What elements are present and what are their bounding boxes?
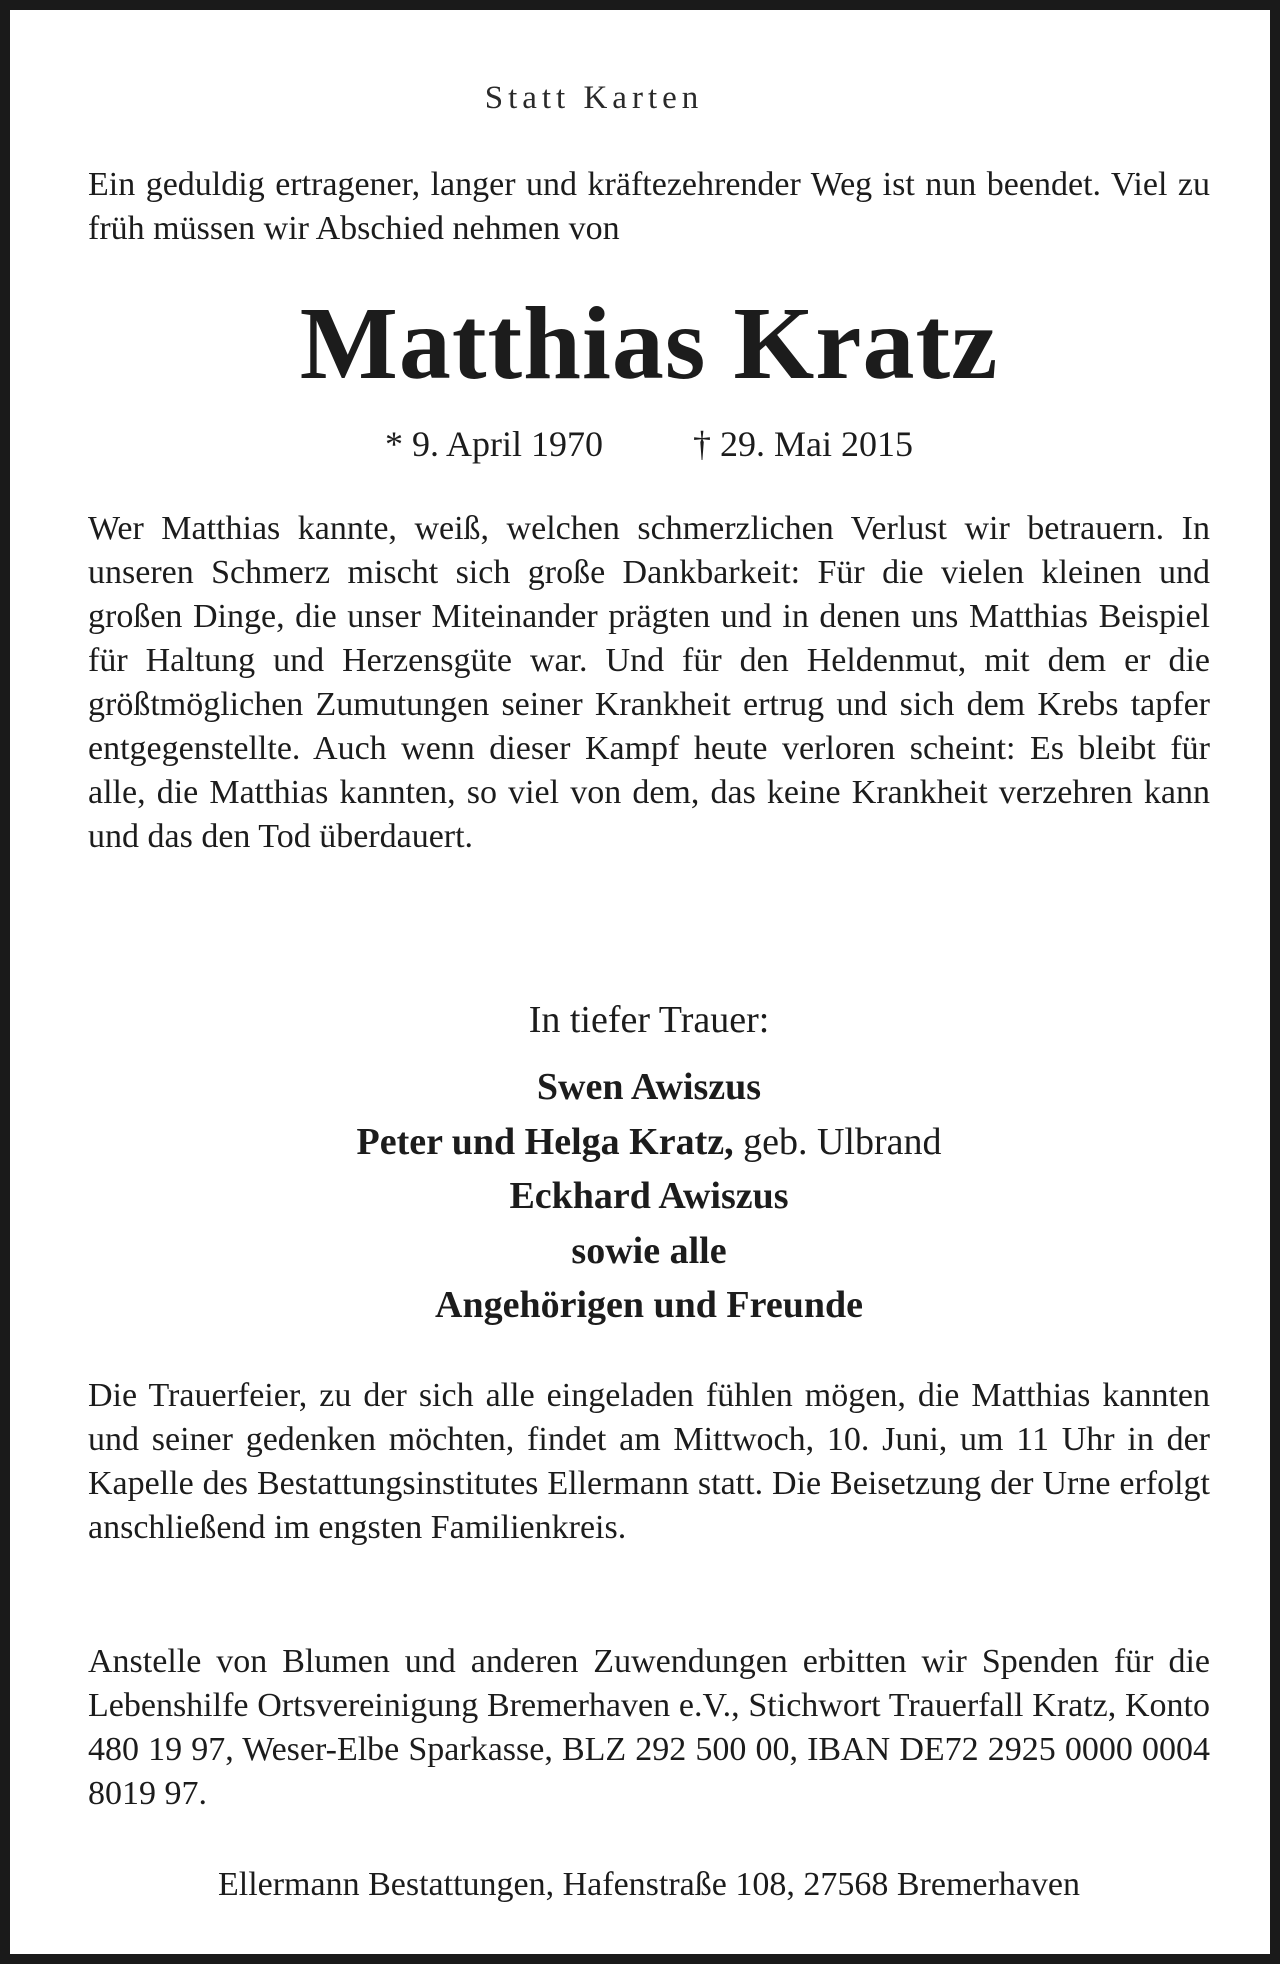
funeral-paragraph: Die Trauerfeier, zu der sich alle eingeladen fühlen mögen, die Matthias kannten und seiner gedenken möchten, findet am Mittwoch, 10. Juni, um 11 Uhr in der Kapelle des Bestattungsinstitutes Ellermann statt. Die Beisetzung der Urne erfolgt anschließend im engsten Familienkreis. [88,1377,1210,1546]
mourner-line [88,1278,1210,1333]
mourner-line [88,1224,1210,1279]
donation-paragraph: Anstelle von Blumen und anderen Zuwendungen erbitten wir Spenden für die Lebenshilfe Ortsvereinigung Bremerhaven e.V., Stichwort Trauerfall Kratz, Konto 480 19 97, Weser-Elbe Sparkasse, BLZ 292 500 00, IBAN DE72 2925 0000 0004 8019 97. [88,1643,1210,1812]
mourner-name: Swen Awiszus [536,1066,762,1108]
mourner-line [88,1060,1210,1115]
intro-paragraph: Ein geduldig ertragener, langer und kräftezehrender Weg ist nun beendet. Viel zu früh müssen wir Abschied nehmen von [88,166,1210,247]
life-dates [88,422,1210,466]
mourner-name: Eckhard Awiszus [509,1175,789,1217]
funeral-home-footer: Ellermann Bestattungen, Hafenstraße 108, 27568 Bremerhaven [217,1866,1080,1903]
death-date: † 29. Mai 2015 [693,424,913,464]
tribute-paragraph: Wer Matthias kannte, weiß, welchen schmerzlichen Verlust wir betrauern. In unseren Schmerz mischt sich große Dankbarkeit: Für die vielen kleinen und großen Dinge, die unser Miteinander prägten und in denen uns Matthias Beispiel für Haltung und Herzensgüte war. Und für den Heldenmut, mit dem er die größtmöglichen Zumutungen seiner Krankheit ertrug und sich dem Krebs tapfer entgegenstellte. Auch wenn dieser Kampf heute verloren scheint: Es bleibt für alle, die Matthias kannten, so viel von dem, das keine Krankheit verzehren kann und das den Tod überdauert. [88,510,1210,855]
mourner-name: Angehörigen und Freunde [435,1284,863,1326]
mourner-name: sowie alle [571,1229,727,1272]
mourner-line [88,1115,1210,1170]
mourner-line [88,1169,1210,1224]
birth-date: * 9. April 1970 [384,424,603,464]
mourning-heading: In tiefer Trauer: [528,999,770,1041]
mourners-list [88,1060,1210,1333]
mourner-name: Peter und Helga Kratz, [356,1120,734,1163]
maiden-name: geb. Ulbrand [743,1120,942,1163]
header-statt-karten: Statt Karten [484,80,704,116]
deceased-name: Matthias Kratz [299,286,999,401]
